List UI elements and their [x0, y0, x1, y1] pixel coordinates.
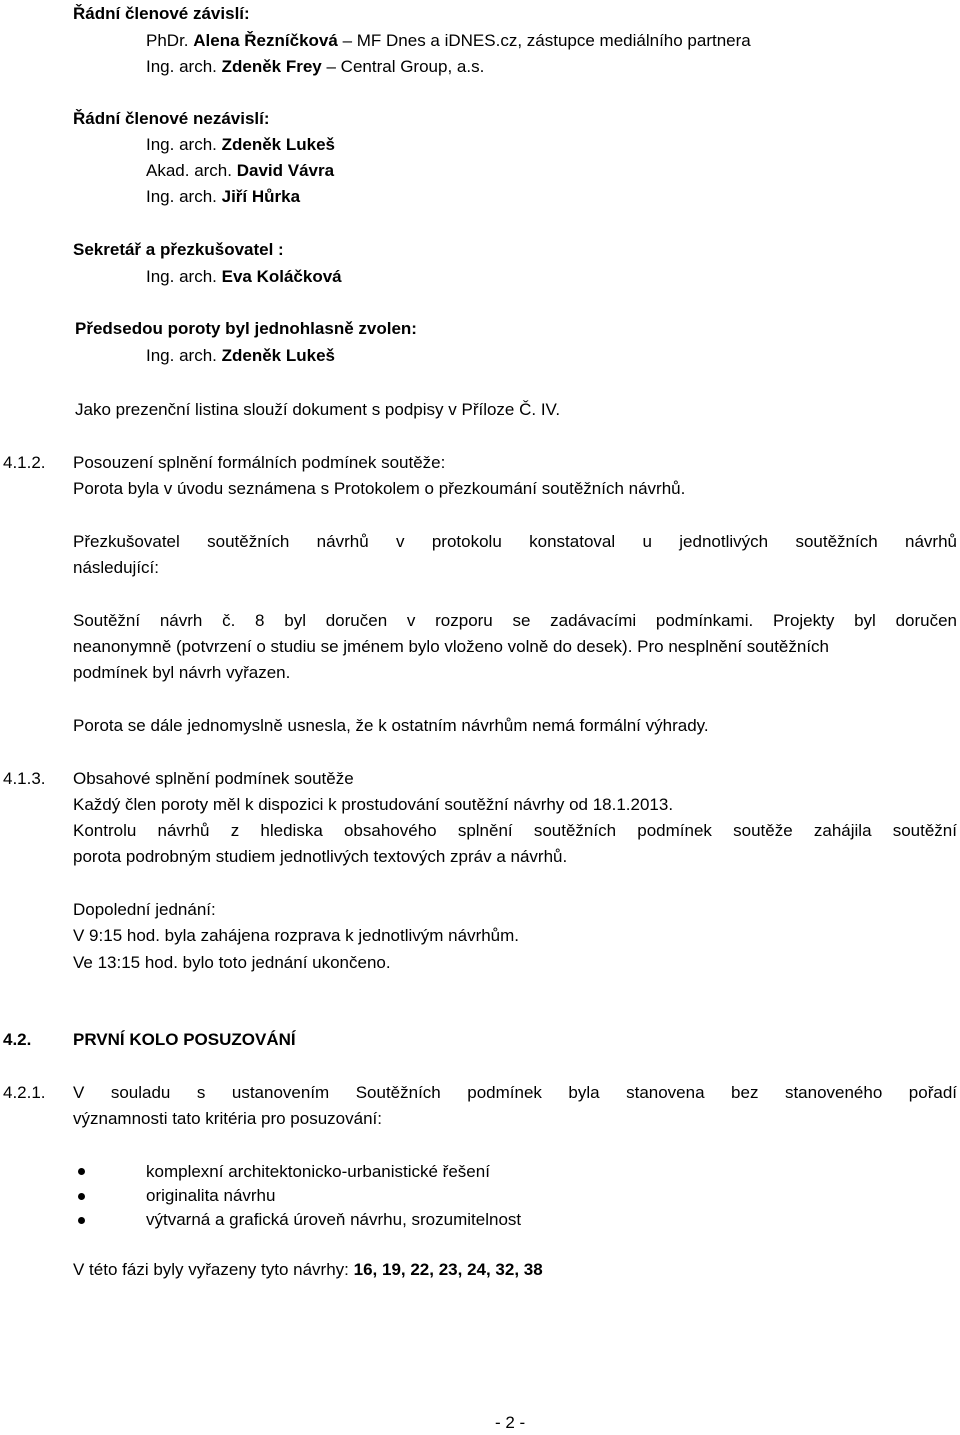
eliminated-label: V této fázi byly vyřazeny tyto návrhy: — [73, 1260, 349, 1279]
page-number: - 2 - — [495, 1413, 526, 1432]
list-item: originalita návrhu — [146, 1186, 276, 1205]
member-row — [146, 344, 335, 368]
paragraph-line: V souladu s ustanovením Soutěžních podmínek byla stanovena bez stanoveného pořadí — [73, 1083, 957, 1102]
section-title: Posouzení splnění formálních podmínek soutěže: — [73, 453, 446, 472]
member-title: Ing. arch. — [146, 346, 217, 365]
member-row — [146, 185, 300, 209]
paragraph: Porota se dále jednomyslně usnesla, že k ostatním návrhům nemá formální výhrady. — [73, 716, 709, 735]
paragraph-line: neanonymně (potvrzení o studiu se jménem bylo vloženo volně do desek). Pro nesplnění soutěžních — [73, 637, 830, 656]
member-name: Zdeněk Lukeš — [221, 346, 335, 365]
section-number: 4.2. — [3, 1030, 32, 1049]
bullet-icon — [78, 1168, 85, 1175]
member-affiliation: – MF Dnes a iDNES.cz, zástupce mediálního partnera — [342, 31, 751, 50]
paragraph-line: Soutěžní návrh č. 8 byl doručen v rozporu se zadávacími podmínkami. Projekty byl doručen — [73, 611, 957, 630]
list-item: výtvarná a grafická úroveň návrhu, srozumitelnost — [146, 1210, 522, 1229]
member-name: Zdeněk Lukeš — [221, 135, 335, 154]
eliminated-list: 16, 19, 22, 23, 24, 32, 38 — [353, 1260, 543, 1279]
member-name: Jiří Hůrka — [221, 187, 301, 206]
member-name: Zdeněk Frey — [221, 57, 322, 76]
paragraph-line: Kontrolu návrhů z hlediska obsahového splnění soutěžních podmínek soutěže zahájila soutěžní — [73, 821, 957, 840]
section-title: PRVNÍ KOLO POSUZOVÁNÍ — [73, 1030, 296, 1049]
member-row — [146, 265, 342, 289]
independent-members-heading: Řádní členové nezávislí: — [73, 109, 270, 128]
paragraph-line: podmínek byl návrh vyřazen. — [73, 663, 291, 682]
member-title: Ing. arch. — [146, 57, 217, 76]
paragraph-line: Ve 13:15 hod. bylo toto jednání ukončeno. — [73, 953, 391, 972]
session-heading: Dopolední jednání: — [73, 900, 216, 919]
section-number: 4.1.3. — [3, 769, 46, 788]
secretary-heading: Sekretář a přezkušovatel : — [73, 240, 284, 259]
paragraph-line: následující: — [73, 558, 159, 577]
paragraph-line: porota podrobným studiem jednotlivých textových zpráv a návrhů. — [73, 847, 568, 866]
bullet-icon — [78, 1193, 85, 1200]
member-row — [146, 159, 334, 183]
dependent-members-heading: Řádní členové závislí: — [73, 4, 250, 23]
member-title: Ing. arch. — [146, 267, 217, 286]
member-title: Akad. arch. — [146, 161, 232, 180]
member-title: PhDr. — [146, 31, 189, 50]
paragraph: Porota byla v úvodu seznámena s Protokolem o přezkoumání soutěžních návrhů. — [73, 479, 686, 498]
paragraph-line: významnosti tato kritéria pro posuzování: — [73, 1109, 382, 1128]
section-title: Obsahové splnění podmínek soutěže — [73, 769, 354, 788]
paragraph-line: V 9:15 hod. byla zahájena rozprava k jednotlivým návrhům. — [73, 926, 520, 945]
list-item: komplexní architektonicko-urbanistické řešení — [146, 1162, 490, 1181]
member-row — [146, 29, 751, 53]
member-name: David Vávra — [236, 161, 335, 180]
section-number: 4.1.2. — [3, 453, 46, 472]
member-title: Ing. arch. — [146, 135, 217, 154]
paragraph: Každý člen poroty měl k dispozici k prostudování soutěžní návrhy od 18.1.2013. — [73, 795, 674, 814]
member-row — [146, 55, 484, 79]
member-title: Ing. arch. — [146, 187, 217, 206]
chair-heading: Předsedou poroty byl jednohlasně zvolen: — [75, 319, 417, 338]
member-name: Eva Koláčková — [221, 267, 342, 286]
bullet-icon — [78, 1217, 85, 1224]
section-number: 4.2.1. — [3, 1083, 46, 1102]
eliminated-row — [73, 1258, 543, 1282]
paragraph-line: Přezkušovatel soutěžních návrhů v protokolu konstatoval u jednotlivých soutěžních návrhů — [73, 532, 957, 551]
attendance-note: Jako prezenční listina slouží dokument s podpisy v Příloze Č. IV. — [75, 400, 561, 419]
member-name: Alena Řezníčková — [193, 31, 338, 50]
member-affiliation: – Central Group, a.s. — [326, 57, 485, 76]
member-row — [146, 133, 335, 157]
